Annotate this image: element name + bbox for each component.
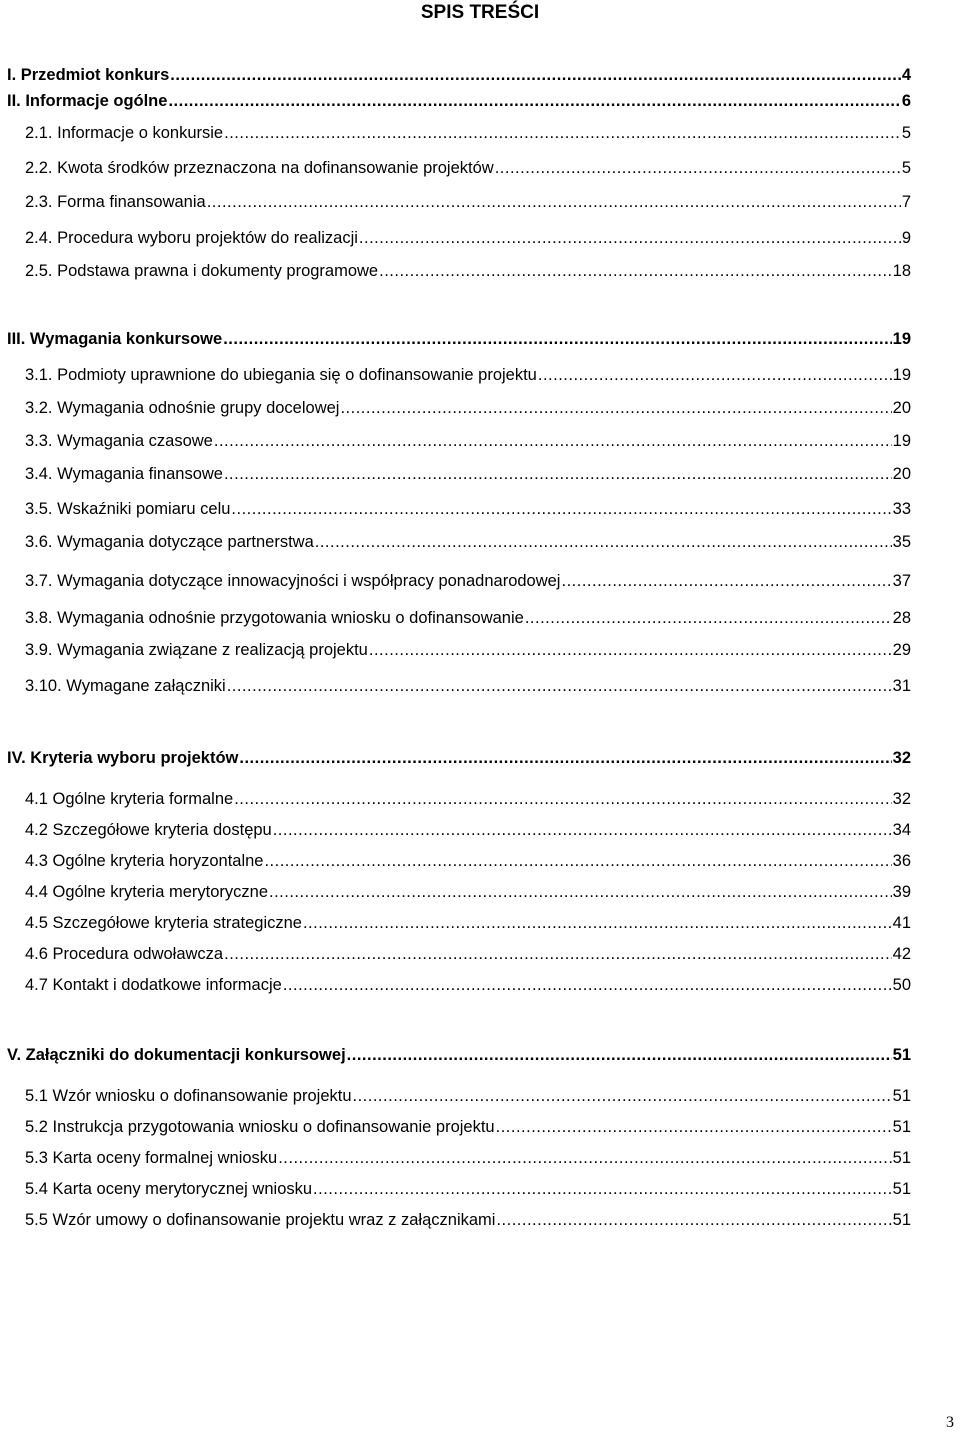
toc-entry-page: 50: [892, 976, 911, 994]
toc-dot-leader: [223, 327, 891, 351]
toc-entry-label: 3.1. Podmioty uprawnione do ubiegania się o dofinansowanie projektu: [25, 366, 537, 384]
toc-entry-label: 5.5 Wzór umowy o dofinansowanie projektu wraz z załącznikami: [25, 1211, 496, 1229]
toc-dot-leader: [170, 63, 901, 87]
toc-entry-page: 51: [892, 1046, 911, 1064]
toc-entry-page: 41: [892, 914, 911, 932]
toc-entry[interactable]: [25, 787, 911, 811]
toc-entry-page: 39: [892, 883, 911, 901]
toc-dot-leader: [224, 462, 892, 486]
toc-dot-leader: [353, 1084, 892, 1108]
toc-entry[interactable]: [25, 429, 911, 453]
toc-entry-page: 51: [892, 1118, 911, 1136]
toc-entry-page: 51: [892, 1087, 911, 1105]
page-title: SPIS TREŚCI: [420, 2, 540, 23]
toc-entry-page: 5: [901, 124, 911, 142]
toc-entry[interactable]: [25, 497, 911, 521]
toc-entry-label: IV. Kryteria wyboru projektów: [7, 749, 239, 767]
toc-entry[interactable]: [25, 942, 911, 966]
toc-entry-page: 20: [892, 399, 911, 417]
toc-entry[interactable]: [25, 363, 911, 387]
toc-entry-page: 31: [892, 677, 911, 695]
toc-dot-leader: [234, 787, 891, 811]
toc-entry[interactable]: [7, 63, 911, 87]
toc-entry[interactable]: [7, 1043, 911, 1067]
toc-entry[interactable]: [25, 638, 911, 662]
toc-dot-leader: [525, 606, 892, 630]
toc-entry[interactable]: [25, 530, 911, 554]
toc-entry-label: 3.9. Wymagania związane z realizacją projektu: [25, 641, 368, 659]
toc-entry-label: 2.3. Forma finansowania: [25, 193, 206, 211]
toc-entry[interactable]: [25, 606, 911, 630]
toc-dot-leader: [303, 911, 892, 935]
toc-dot-leader: [496, 1115, 892, 1139]
toc-entry[interactable]: [25, 259, 911, 283]
toc-entry-page: 9: [901, 229, 911, 247]
toc-dot-leader: [224, 942, 892, 966]
toc-dot-leader: [369, 638, 892, 662]
toc-dot-leader: [283, 973, 892, 997]
toc-dot-leader: [379, 259, 892, 283]
toc-entry[interactable]: [25, 396, 911, 420]
toc-entry[interactable]: [25, 674, 911, 698]
toc-entry-label: 4.3 Ogólne kryteria horyzontalne: [25, 852, 264, 870]
toc-entry-page: 19: [892, 432, 911, 450]
toc-dot-leader: [496, 1208, 891, 1232]
toc-entry[interactable]: [25, 226, 911, 250]
toc-dot-leader: [347, 1043, 892, 1067]
toc-entry-label: 2.4. Procedura wyboru projektów do realizacji: [25, 229, 358, 247]
toc-entry-label: I. Przedmiot konkurs: [7, 66, 170, 84]
toc-dot-leader: [214, 429, 892, 453]
toc-entry[interactable]: [25, 121, 911, 145]
toc-entry-page: 37: [892, 572, 911, 590]
toc-entry-label: 5.3 Karta oceny formalnej wniosku: [25, 1149, 278, 1167]
toc-dot-leader: [224, 121, 901, 145]
toc-dot-leader: [340, 396, 891, 420]
toc-entry-page: 4: [901, 66, 911, 84]
toc-entry-page: 5: [901, 159, 911, 177]
toc-entry-label: 3.2. Wymagania odnośnie grupy docelowej: [25, 399, 340, 417]
toc-dot-leader: [561, 569, 891, 593]
toc-entry-page: 33: [892, 500, 911, 518]
toc-entry[interactable]: [7, 89, 911, 113]
toc-entry-page: 34: [892, 821, 911, 839]
toc-entry-label: 3.4. Wymagania finansowe: [25, 465, 223, 483]
toc-entry[interactable]: [25, 911, 911, 935]
toc-entry-page: 51: [892, 1211, 911, 1229]
toc-entry-page: 18: [892, 262, 911, 280]
toc-entry-label: 4.2 Szczegółowe kryteria dostępu: [25, 821, 272, 839]
toc-entry[interactable]: [25, 1115, 911, 1139]
toc-entry-label: 3.5. Wskaźniki pomiaru celu: [25, 500, 231, 518]
toc-dot-leader: [278, 1146, 891, 1170]
toc-entry-label: 4.4 Ogólne kryteria merytoryczne: [25, 883, 269, 901]
toc-entry[interactable]: [7, 746, 911, 770]
toc-entry-page: 51: [892, 1149, 911, 1167]
toc-entry[interactable]: [25, 1177, 911, 1201]
toc-entry-label: 3.8. Wymagania odnośnie przygotowania wniosku o dofinansowanie: [25, 609, 524, 627]
toc-entry-label: 2.1. Informacje o konkursie: [25, 124, 224, 142]
toc-dot-leader: [273, 818, 892, 842]
toc-dot-leader: [495, 156, 901, 180]
toc-entry[interactable]: [25, 973, 911, 997]
toc-entry-page: 42: [892, 945, 911, 963]
toc-entry-label: 4.1 Ogólne kryteria formalne: [25, 790, 234, 808]
toc-entry[interactable]: [25, 880, 911, 904]
page-number: 3: [946, 1414, 954, 1431]
toc-entry-label: V. Załączniki do dokumentacji konkursowej: [7, 1046, 346, 1064]
toc-dot-leader: [315, 530, 892, 554]
toc-entry[interactable]: [25, 1146, 911, 1170]
toc-dot-leader: [264, 849, 891, 873]
toc-entry[interactable]: [25, 190, 911, 214]
toc-entry-page: 32: [892, 790, 911, 808]
toc-dot-leader: [239, 746, 891, 770]
toc-entry-label: 4.6 Procedura odwoławcza: [25, 945, 224, 963]
toc-entry[interactable]: [25, 1208, 911, 1232]
toc-entry-label: 4.5 Szczegółowe kryteria strategiczne: [25, 914, 302, 932]
toc-entry-label: 3.3. Wymagania czasowe: [25, 432, 213, 450]
toc-entry-page: 6: [901, 92, 911, 110]
toc-dot-leader: [231, 497, 891, 521]
toc-entry-page: 19: [892, 330, 911, 348]
toc-entry-label: 5.4 Karta oceny merytorycznej wniosku: [25, 1180, 313, 1198]
toc-entry-label: 4.7 Kontakt i dodatkowe informacje: [25, 976, 282, 994]
toc-entry-label: 2.2. Kwota środków przeznaczona na dofinansowanie projektów: [25, 159, 494, 177]
toc-entry-page: 32: [892, 749, 911, 767]
toc-entry[interactable]: [25, 569, 911, 593]
toc-entry-label: II. Informacje ogólne: [7, 92, 168, 110]
toc-entry-label: 3.6. Wymagania dotyczące partnerstwa: [25, 533, 314, 551]
toc-entry-label: 3.7. Wymagania dotyczące innowacyjności i współpracy ponadnarodowej: [25, 572, 561, 590]
toc-entry-page: 19: [892, 366, 911, 384]
toc-dot-leader: [207, 190, 901, 214]
toc-entry-page: 51: [892, 1180, 911, 1198]
toc-dot-leader: [313, 1177, 892, 1201]
toc-entry-label: III. Wymagania konkursowe: [7, 330, 223, 348]
toc-entry[interactable]: [25, 849, 911, 873]
toc-entry[interactable]: [25, 1084, 911, 1108]
toc-entry-page: 29: [892, 641, 911, 659]
toc-entry[interactable]: [7, 327, 911, 351]
toc-entry[interactable]: [25, 462, 911, 486]
toc-entry-label: 5.2 Instrukcja przygotowania wniosku o dofinansowanie projektu: [25, 1118, 495, 1136]
toc-entry-page: 35: [892, 533, 911, 551]
toc-entry[interactable]: [25, 818, 911, 842]
toc-dot-leader: [269, 880, 892, 904]
toc-dot-leader: [359, 226, 901, 250]
toc-entry-page: 28: [892, 609, 911, 627]
toc-entry-page: 20: [892, 465, 911, 483]
toc-dot-leader: [168, 89, 900, 113]
toc-entry-label: 2.5. Podstawa prawna i dokumenty programowe: [25, 262, 379, 280]
toc-dot-leader: [538, 363, 892, 387]
toc-entry[interactable]: [25, 156, 911, 180]
toc-entry-label: 5.1 Wzór wniosku o dofinansowanie projektu: [25, 1087, 352, 1105]
toc-entry-page: 7: [901, 193, 911, 211]
toc-dot-leader: [227, 674, 892, 698]
toc-entry-label: 3.10. Wymagane załączniki: [25, 677, 226, 695]
toc-entry-page: 36: [892, 852, 911, 870]
